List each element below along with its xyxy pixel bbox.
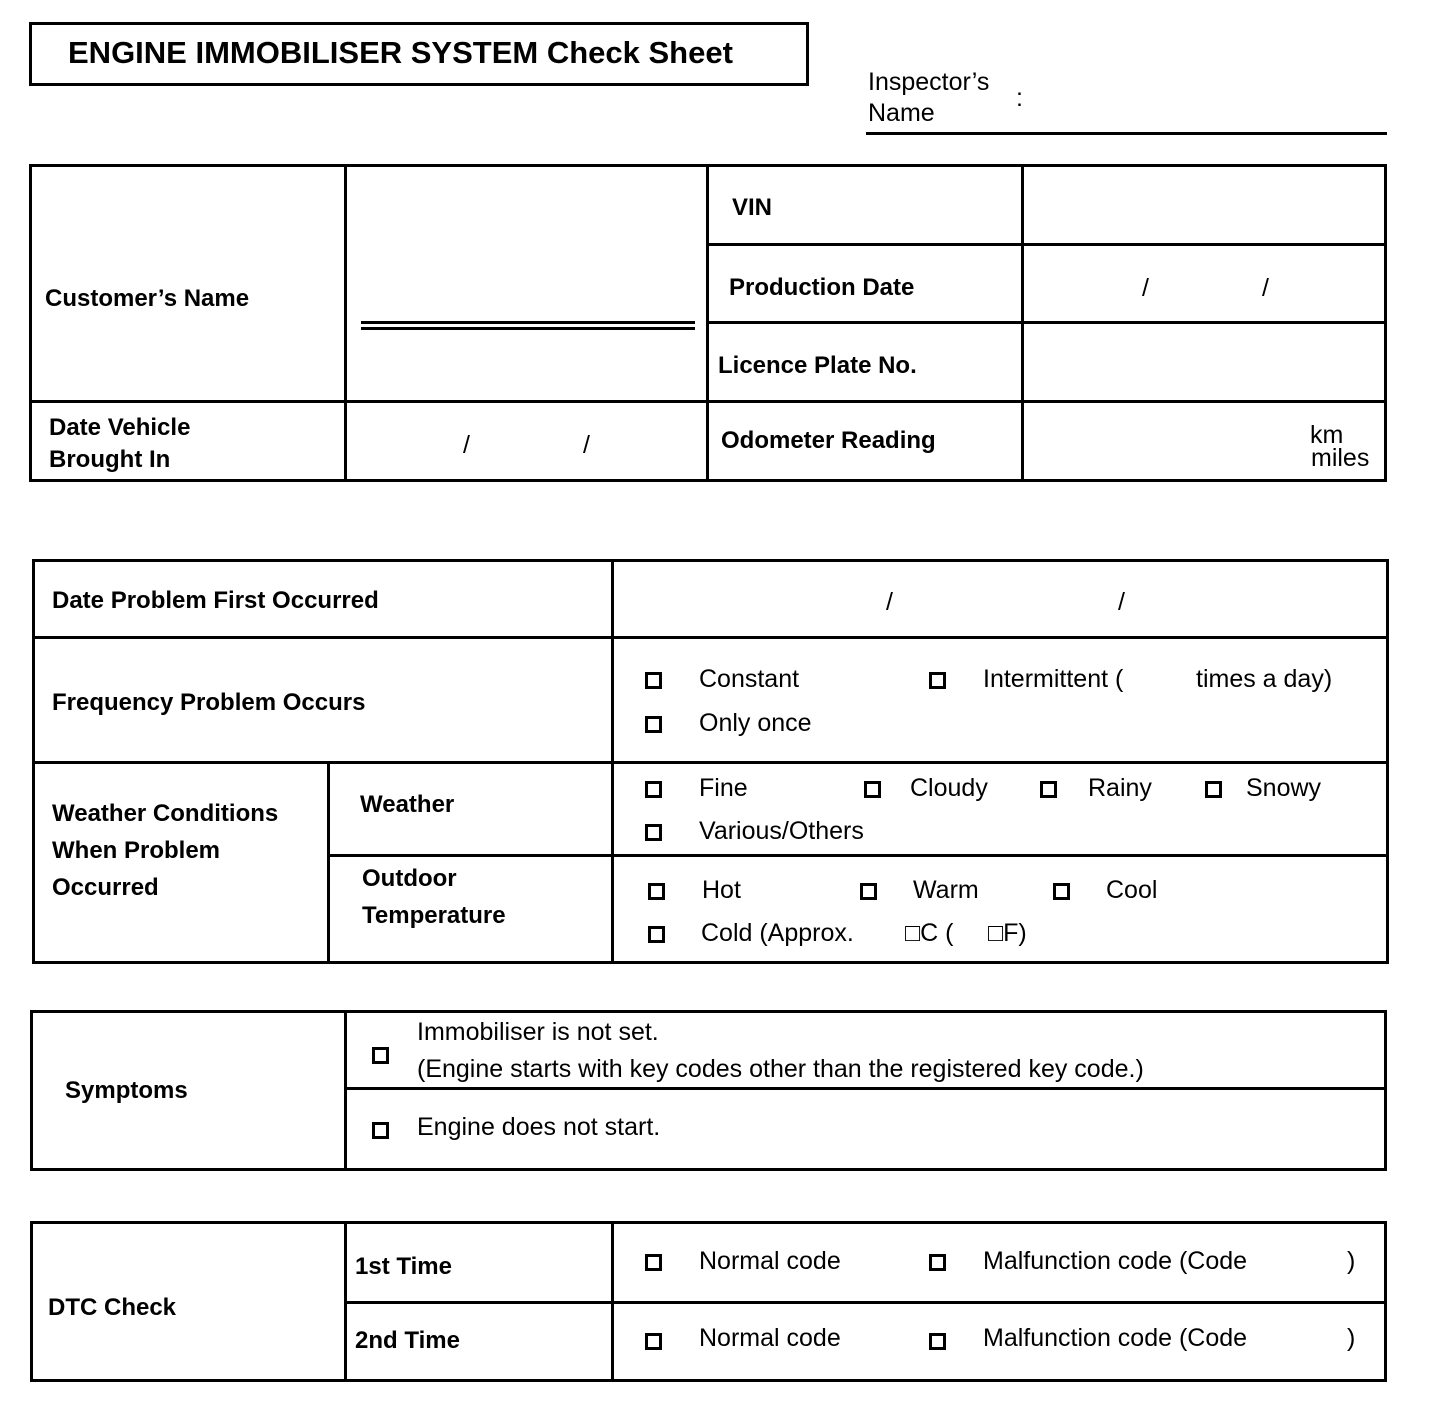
weather-label: Weather [360, 791, 455, 818]
symptoms-table [30, 1010, 1387, 1171]
symptoms-label: Symptoms [65, 1077, 188, 1104]
hot-label: Hot [702, 876, 741, 904]
date-slash: / [1118, 588, 1125, 616]
table-rule [344, 164, 347, 482]
inspector-colon: : [1016, 84, 1023, 112]
date-brought-in-label-2: Brought In [49, 446, 171, 473]
only-once-label: Only once [699, 709, 812, 737]
first-normal-checkbox[interactable] [645, 1254, 662, 1271]
table-rule [344, 1087, 1387, 1090]
warm-checkbox[interactable] [860, 883, 877, 900]
customers-name-label: Customer’s Name [45, 285, 250, 312]
table-rule [327, 854, 1389, 857]
second-normal-checkbox[interactable] [645, 1333, 662, 1350]
inspector-label-2: Name [868, 99, 935, 127]
table-rule [32, 636, 1389, 639]
times-a-day-label: times a day) [1196, 665, 1333, 693]
paren-close: ) [1347, 1324, 1356, 1352]
date-slash: / [1262, 274, 1269, 302]
inspector-name-field[interactable] [866, 132, 1387, 135]
immobiliser-not-set-checkbox[interactable] [372, 1047, 389, 1064]
fine-label: Fine [699, 774, 748, 802]
second-malfunction-label: Malfunction code (Code [983, 1324, 1248, 1352]
deg-f-label: □F) [988, 919, 1027, 947]
second-normal-label: Normal code [699, 1324, 841, 1352]
various-label: Various/Others [699, 817, 864, 845]
first-time-label: 1st Time [355, 1253, 452, 1280]
hot-checkbox[interactable] [648, 883, 665, 900]
dtc-check-label: DTC Check [48, 1294, 177, 1321]
snowy-checkbox[interactable] [1205, 781, 1222, 798]
cool-checkbox[interactable] [1053, 883, 1070, 900]
odometer-label: Odometer Reading [721, 427, 936, 454]
weather-conditions-label: Weather Conditions [52, 800, 279, 827]
various-checkbox[interactable] [645, 824, 662, 841]
intermittent-label: Intermittent ( [983, 665, 1124, 693]
paren-close: ) [1347, 1247, 1356, 1275]
frequency-label: Frequency Problem Occurs [52, 689, 366, 716]
cool-label: Cool [1106, 876, 1158, 904]
engine-not-start-label: Engine does not start. [417, 1113, 661, 1141]
outdoor-temp-label-2: Temperature [362, 902, 506, 929]
date-slash: / [1142, 274, 1149, 302]
cold-label: Cold (Approx. [701, 919, 854, 947]
date-brought-in-label: Date Vehicle [49, 414, 191, 441]
constant-checkbox[interactable] [645, 672, 662, 689]
first-malfunction-label: Malfunction code (Code [983, 1247, 1248, 1275]
fine-checkbox[interactable] [645, 781, 662, 798]
date-slash: / [886, 588, 893, 616]
rainy-label: Rainy [1088, 774, 1152, 802]
warm-label: Warm [913, 876, 979, 904]
date-slash: / [463, 431, 470, 459]
second-time-label: 2nd Time [355, 1327, 460, 1354]
immobiliser-not-set-detail: (Engine starts with key codes other than the registered key code.) [417, 1055, 1144, 1083]
intermittent-checkbox[interactable] [929, 672, 946, 689]
first-normal-label: Normal code [699, 1247, 841, 1275]
table-rule [327, 761, 330, 964]
first-malfunction-checkbox[interactable] [929, 1254, 946, 1271]
inspector-label: Inspector’s [868, 68, 990, 96]
page-title: ENGINE IMMOBILISER SYSTEM Check Sheet [68, 35, 733, 70]
date-first-label: Date Problem First Occurred [52, 587, 379, 614]
engine-not-start-checkbox[interactable] [372, 1122, 389, 1139]
production-date-label: Production Date [729, 274, 915, 301]
vin-label: VIN [732, 194, 773, 221]
table-rule [344, 1301, 1387, 1304]
constant-label: Constant [699, 665, 800, 693]
table-rule [706, 243, 1387, 246]
weather-conditions-label-2: When Problem [52, 837, 221, 864]
licence-plate-label: Licence Plate No. [718, 352, 917, 379]
immobiliser-not-set-label: Immobiliser is not set. [417, 1018, 659, 1046]
table-rule [344, 1010, 347, 1171]
cloudy-label: Cloudy [910, 774, 988, 802]
customer-name-field[interactable] [361, 321, 695, 324]
rainy-checkbox[interactable] [1040, 781, 1057, 798]
only-once-checkbox[interactable] [645, 716, 662, 733]
table-rule [361, 327, 695, 330]
date-slash: / [583, 431, 590, 459]
unit-km: km [1310, 421, 1344, 449]
unit-miles: miles [1311, 444, 1370, 472]
weather-conditions-label-3: Occurred [52, 874, 159, 901]
cold-checkbox[interactable] [648, 926, 665, 943]
table-rule [706, 321, 1387, 324]
outdoor-temp-label: Outdoor [362, 865, 457, 892]
snowy-label: Snowy [1246, 774, 1322, 802]
deg-c-label: □C ( [905, 919, 954, 947]
cloudy-checkbox[interactable] [864, 781, 881, 798]
table-rule [32, 761, 1389, 764]
second-malfunction-checkbox[interactable] [929, 1333, 946, 1350]
table-rule [29, 400, 1387, 403]
